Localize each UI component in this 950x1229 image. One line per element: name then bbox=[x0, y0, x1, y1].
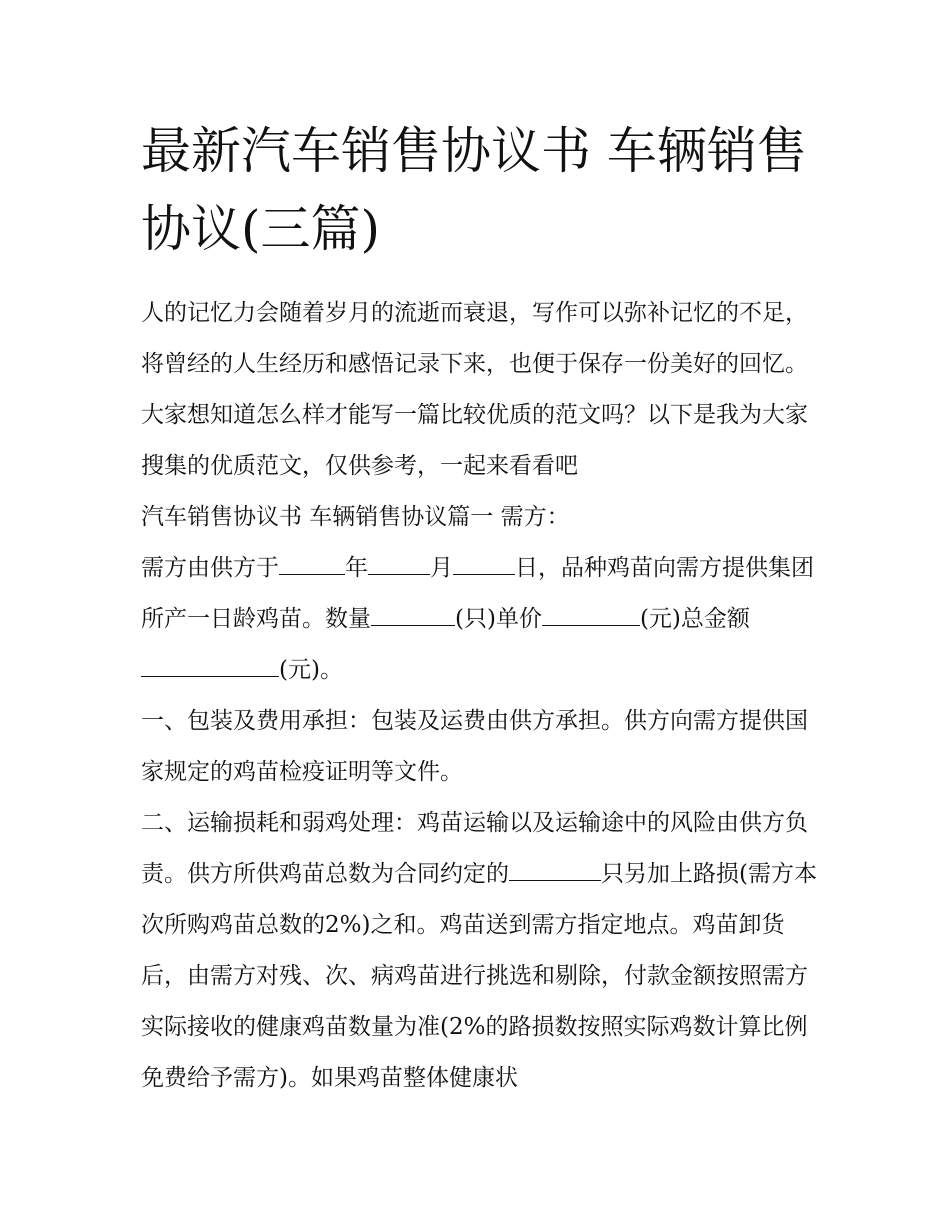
document-title: 最新汽车销售协议书 车辆销售协议(三篇) bbox=[141, 122, 807, 258]
clause-intro-paragraph bbox=[141, 543, 821, 696]
section-heading: 汽车销售协议书 车辆销售协议篇一 需方： bbox=[141, 504, 570, 530]
clause-intro-text: (只)单价 bbox=[455, 606, 542, 632]
clause-intro-text: 年 bbox=[345, 555, 368, 581]
intro-paragraph: 人的记忆力会随着岁月的流逝而衰退，写作可以弥补记忆的不足，将曾经的人生经历和感悟记录下来，也便于保存一份美好的回忆。大家想知道怎么样才能写一篇比较优质的范文吗？以下是我为大家搜集的优质范文，仅供参考，一起来看看吧 bbox=[141, 300, 808, 479]
clause-one-paragraph: 一、包装及费用承担：包装及运费由供方承担。供方向需方提供国家规定的鸡苗检疫证明等文件。 bbox=[141, 708, 808, 785]
clause-intro-text: 月 bbox=[430, 555, 453, 581]
clause-two-text: 只另加上路损(需方本次所购鸡苗总数的2%)之和。鸡苗送到需方指定地点。鸡苗卸货后，由需方对残、次、病鸡苗进行挑选和剔除，付款金额按照需方实际接收的健康鸡苗数量为准(2%的路损数按照实际鸡数计算比例免费给予需方)。如果鸡苗整体健康状 bbox=[141, 861, 817, 1091]
clause-intro-text: (元)。 bbox=[279, 657, 343, 683]
blank-year-field bbox=[279, 550, 345, 575]
clause-intro-text: 需方由供方于 bbox=[141, 555, 279, 581]
blank-quantity-field bbox=[371, 601, 455, 626]
blank-unit-price-field bbox=[542, 601, 640, 626]
clause-intro-text: 日，品种鸡苗向需方提供集团所产一日龄鸡苗。数量 bbox=[141, 555, 814, 632]
clause-two-text: 二、运输损耗和弱鸡处理：鸡苗运输以及运输途中的风险由供方负责。供方所供鸡苗总数为合同约定的 bbox=[141, 810, 808, 887]
blank-month-field bbox=[368, 550, 430, 575]
blank-total-amount-field bbox=[141, 652, 279, 677]
document-body bbox=[141, 112, 821, 1104]
clause-two-paragraph bbox=[141, 798, 821, 1104]
blank-day-field bbox=[453, 550, 515, 575]
blank-contract-quantity-field bbox=[509, 856, 601, 881]
clause-intro-text: (元)总金额 bbox=[639, 606, 750, 632]
